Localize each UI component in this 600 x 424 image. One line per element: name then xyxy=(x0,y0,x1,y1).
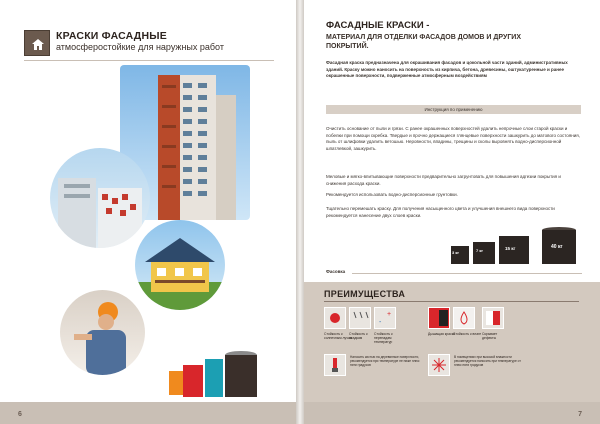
intro-paragraph: Фасадная краска предназначена для окрашивания фасадов и цокольной части зданий, административных зданий. Краску можно наносить на поверхность из кирпича, бетона, древесины, оштукатуренные и ранее окрашенные поверхности, подверженные атмосферным воздействиям xyxy=(326,60,568,79)
tile-breathing xyxy=(428,307,450,329)
paint-cans-illustration xyxy=(165,345,260,400)
bucket-size-40: 40 кг xyxy=(551,244,563,250)
paint-brush-icon xyxy=(325,355,345,375)
right-page xyxy=(304,0,600,424)
page-heading: КРАСКИ ФАСАДНЫЕ xyxy=(56,30,167,42)
tile-label-rain: Стойкость к осадкам xyxy=(349,332,368,341)
defects-icon xyxy=(483,308,503,328)
tile-label-sun: Стойкость к солнечным лучам xyxy=(324,332,353,341)
spine-gutter xyxy=(296,0,304,424)
tile-label-moisture: Стойкость к влаге xyxy=(453,332,482,336)
tile-label-defects: Скрывает дефекты xyxy=(482,332,498,341)
tile-label-temperature: Стойкость к перепадам температур xyxy=(374,332,393,345)
brand-logo xyxy=(24,30,50,56)
svg-text:+: + xyxy=(387,311,392,318)
bucket-size-3: 3 кг xyxy=(452,250,460,255)
left-footer-band xyxy=(0,402,296,424)
tip-text-2: В помещениях при высокой влажности рекомендуется наносить при температуре от плюс пяти градусов xyxy=(454,355,521,367)
instruction-paragraph-1: Очистить основание от пыли и грязи. С ранее окрашенных поверхностей удалить непрочные слои старой краски и побелки при помощи скребка. Твердые и прочно держащиеся глянцевые поверхности зашкурить до матового состояния, пыль от шлифовки удалить ветошью. Неровности, впадины, трещины и сколы выровнять водно-дисперсионной шпатлевкой, зашкурить. xyxy=(326,126,580,151)
right-subtitle: МАТЕРИАЛ ДЛЯ ОТДЕЛКИ ФАСАДОВ ДОМОВ И ДРУГИХ ПОКРЫТИЙ. xyxy=(326,34,521,50)
advantages-title: ПРЕИМУЩЕСТВА xyxy=(324,289,406,299)
instruction-header: Инструкция по применению xyxy=(326,105,581,114)
tile-moisture xyxy=(453,307,475,329)
left-page xyxy=(0,0,296,424)
page-number-left: 6 xyxy=(18,411,22,418)
sun-icon xyxy=(325,308,345,328)
tile-label-breathing: Дышащая краска xyxy=(428,332,456,336)
bucket-size-15: 15 кг xyxy=(505,246,516,251)
painter-worker-photo xyxy=(60,290,145,375)
heading-divider xyxy=(24,60,274,61)
page-number-right: 7 xyxy=(578,411,582,418)
instruction-paragraph-3: Рекомендуется использовать водно-дисперсионные грунтовки. xyxy=(326,192,458,197)
tile-sun xyxy=(324,307,346,329)
tile-defects xyxy=(482,307,504,329)
packaging-label: Фасовка xyxy=(326,269,346,274)
packaging-buckets xyxy=(449,226,579,266)
svg-text:-: - xyxy=(379,319,382,326)
tip-snow-tile xyxy=(428,354,450,376)
house-photo xyxy=(135,220,225,310)
snowflake-icon xyxy=(429,355,449,375)
water-drop-icon xyxy=(454,308,474,328)
breathing-icon xyxy=(429,308,449,328)
tile-rain xyxy=(349,307,371,329)
tip-brush-tile xyxy=(324,354,346,376)
house-icon xyxy=(31,37,45,51)
tile-temperature xyxy=(374,307,396,329)
bucket-size-7: 7 кг xyxy=(476,248,484,253)
thermometer-icon xyxy=(375,308,395,328)
right-title: ФАСАДНЫЕ КРАСКИ - xyxy=(326,20,430,31)
packaging-divider xyxy=(352,273,582,274)
rain-icon xyxy=(350,308,370,328)
advantages-divider xyxy=(324,301,579,302)
instruction-paragraph-4: Тщательно перемешать краску. Для получения насыщенного цвета и улучшения внешнего вида поверхности рекомендуется нанесение двух слоев краски. xyxy=(326,206,555,218)
tip-text-1: Наносить кистью на деревянные поверхности, рекомендуется при температуре не ниже плюс пяти градусов xyxy=(350,355,420,367)
page-subheading: атмосферостойкие для наружных работ xyxy=(56,42,224,52)
instruction-paragraph-2: Меловые и мягко-впитывающие поверхности предварительно загрунтовать для повышения адгезии покрытия и снижения расхода краски. xyxy=(326,174,561,186)
right-footer-band xyxy=(304,402,600,424)
industrial-building-photo xyxy=(50,148,150,248)
